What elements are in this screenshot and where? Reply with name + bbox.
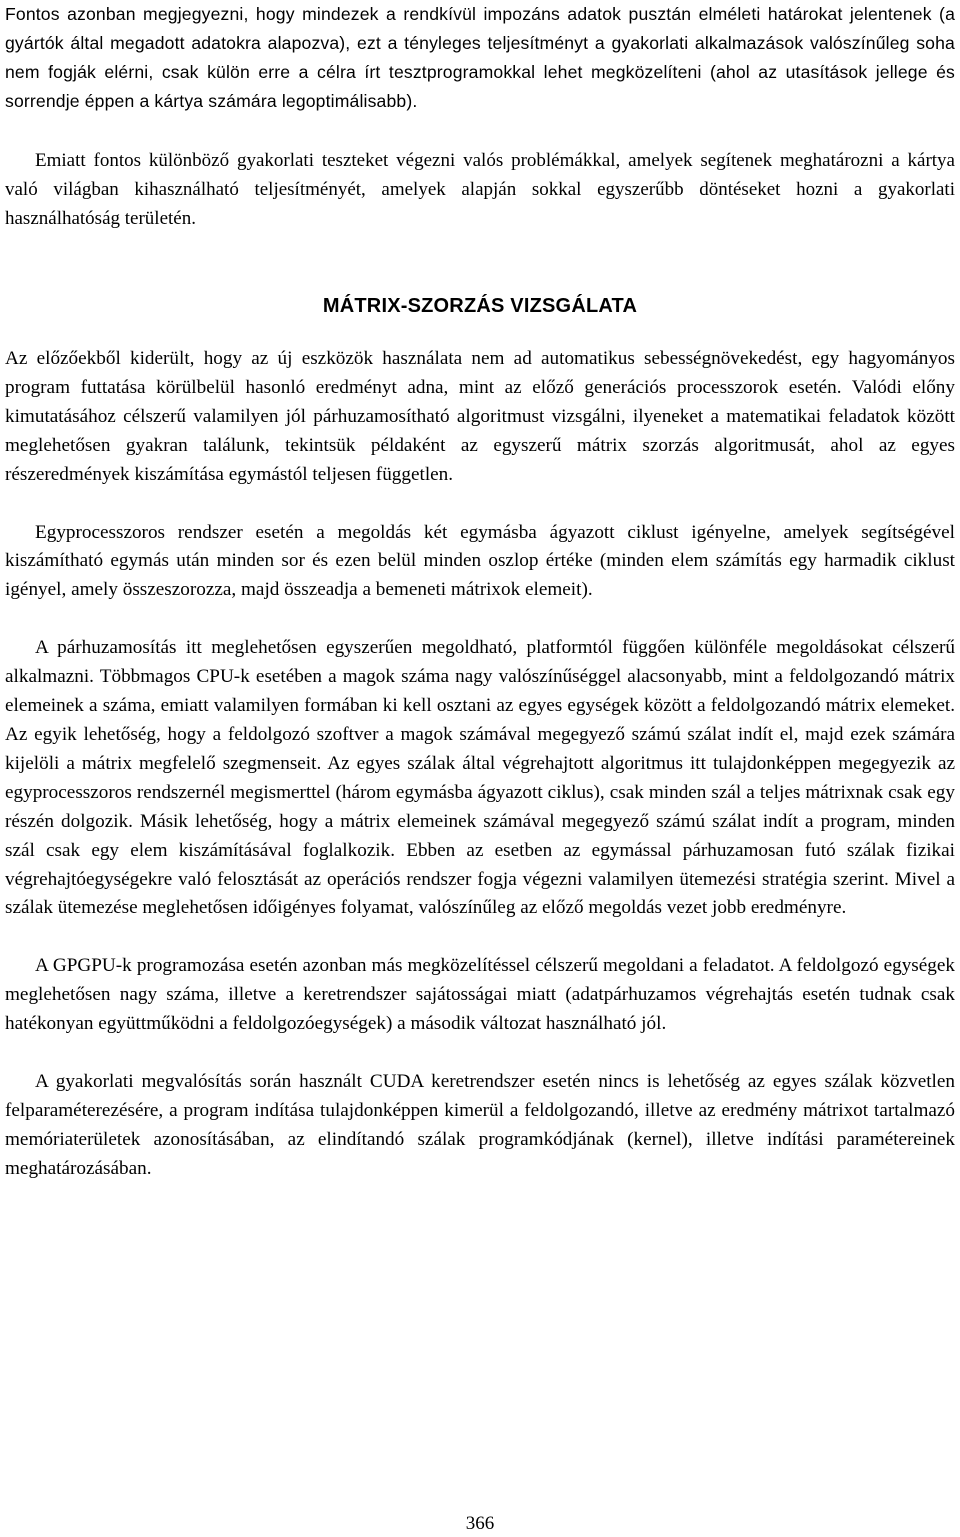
section-paragraph-5: A gyakorlati megvalósítás során használt CUDA keretrendszer esetén nincs is lehetőség az egyes szálak közvetlen felparaméterezésére, a program indítása tulajdonképpen kimerül a feldolgozandó, illetve az eredmény mátrixot tartalmazó memóriaterületek azonosításában, az elindítandó szálak programkódjának (kernel), illetve indítási paramétereinek meghatározásában. (5, 1071, 955, 1179)
intro-paragraph-1: Fontos azonban megjegyezni, hogy mindezek a rendkívül impozáns adatok pusztán elméleti határokat jelentenek (a gyártók által megadott adatokra alapozva), ezt a tényleges teljesítményt a gyakorlati alkalmazások valószínűleg soha nem fogják elérni, csak külön erre a célra írt tesztprogramokkal lehet megközelíteni (ahol az utasítások jellege és sorrendje éppen a kártya számára legoptimálisabb). (5, 4, 955, 111)
page-number: 366 (465, 1513, 495, 1534)
section-heading: MÁTRIX-SZORZÁS VIZSGÁLATA (322, 295, 638, 317)
section-paragraph-1: Az előzőekből kiderült, hogy az új eszközök használata nem ad automatikus sebességnövekedést, egy hagyományos program futtatása körülbelül hasonló eredményt adna, mint az előző generációs processzorok esetén. Valódi előny kimutatásához célszerű valamilyen jól párhuzamosítható algoritmust vizsgálni, ilyeneket a matematikai feladatok között meglehetősen gyakran találunk, tekintsük példaként az egyszerű mátrix szorzás algoritmusát, ahol az egyes részeredmények kiszámítása egymástól teljesen független. (5, 348, 955, 485)
section-paragraph-4: A GPGPU-k programozása esetén azonban más megközelítéssel célszerű megoldani a feladatot. A feldolgozó egységek meglehetősen nagy száma, illetve a keretrendszer sajátosságai miatt (adatpárhuzamos végrehajtás esetén tudnak csak hatékonyan együttműködni a feldolgozóegységek) a második változat használható jól. (5, 955, 955, 1035)
document-page (5, 0, 955, 1184)
section-paragraph-2: Egyprocesszoros rendszer esetén a megoldás két egymásba ágyazott ciklust igényelne, amelyek segítségével kiszámítható egymás után minden sor és ezen belül minden oszlop értéke (minden elem számítás egy harmadik ciklust igényel, amely összeszorozza, majd összeadja a bemeneti mátrixok elemeit). (5, 521, 955, 601)
section-paragraph-3: A párhuzamosítás itt meglehetősen egyszerűen megoldható, platformtól függően különféle megoldásokat célszerű alkalmazni. Többmagos CPU-k esetében a magok száma nagy valószínűséggel alacsonyabb, mint a feldolgozandó mátrix elemeinek a száma, emiatt valamilyen formában ki kell osztani az egyes egységek között a feldolgozandó mátrix elemeket. Az egyik lehetőség, hogy a feldolgozó szoftver a magok számával megegyező számú szálat indít el, majd ezek számára kijelöli a mátrix megfelelő szegmenseit. Az egyes szálak által végrehajtott algoritmus itt tulajdonképpen megegyezik az egyprocesszoros rendszernél megismerttel (három egymásba ágyazott ciklus), csak minden szál a teljes mátrixnak csak egy részén dolgozik. Másik lehetőség, hogy a mátrix elemeinek számával megegyező számú szálat indít a program, minden szál csak egy elem kiszámításával foglalkozik. Ebben az esetben az egymással párhuzamosan futó szálak fizikai végrehajtóegységekre való felosztását az operációs rendszer fogja végezni valamilyen ütemezési stratégia szerint. Mivel a szálak ütemezése meglehetősen időigényes folyamat, valószínűleg az előző megoldás vezet jobb eredményre. (5, 637, 955, 919)
intro-paragraph-2: Emiatt fontos különböző gyakorlati teszteket végezni valós problémákkal, amelyek segítenek meghatározni a kártya való világban kihasználható teljesítményét, amelyek alapján sokkal egyszerűbb döntéseket hozni a gyakorlati használhatóság területén. (5, 150, 955, 229)
